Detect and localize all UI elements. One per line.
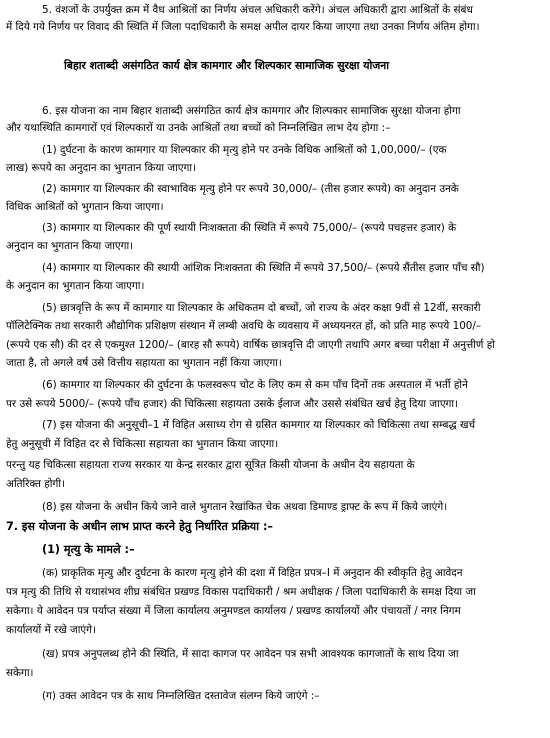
- text-line: पत्र मृत्यु की तिथि से यथासंभव शीघ्र संबंधित प्रखण्ड विकास पदाधिकारी / श्रम अधीक्षक / जिला पदाधिकारी के समक्ष दिया जा: [6, 586, 476, 598]
- text-line: लाख) रूपये का अनुदान का भुगतान किया जाएगा।: [6, 162, 196, 174]
- text-line: (6) कामगार या शिल्पकार की दुर्घटना के फलस्वरूप चोट के लिए कम से कम पाँच दिनों तक अस्पताल में भर्ती होने: [42, 379, 468, 391]
- text-line: (रूपये एक सौ) की दर से एकमुश्त 1200/– (बारह सौ रूपये) वार्षिक छात्रवृत्ति दी जाएगी तथापि अगर बच्चा परीक्षा में अनुत्तीर्ण हो: [6, 339, 495, 351]
- text-line: सकेगा।: [6, 667, 34, 679]
- section-heading: 7. इस योजना के अधीन लाभ प्राप्त करने हेतु निर्धारित प्रक्रिया :–: [6, 520, 274, 533]
- text-line: और यथास्थिति कामगारों एवं शिल्पकारों या उनके आश्रितों तथा बच्चों को निम्नलिखित लाभ देय होगा :–: [6, 122, 391, 134]
- text-line: (क) प्राकृतिक मृत्यु और दुर्घटना के कारण मृत्यु होने की दशा में विहित प्रपत्र–I में अनुदान की स्वीकृति हेतु आवेदन: [42, 567, 463, 579]
- text-line: परन्तु यह चिकित्सा सहायता राज्य सरकार या केन्द्र सरकार द्वारा सूत्रित किसी योजना के अधीन देय सहायता के: [6, 459, 415, 471]
- text-line: (8) इस योजना के अधीन किये जाने वाले भुगतान रेखांकित चेक अथवा डिमाण्ड ड्राफ्ट के रूप में किये जाएंगे।: [42, 501, 448, 513]
- text-line: जाता है, तो अगले वर्ष उसे वित्तीय सहायता का भुगतान नहीं किया जाएगा।: [6, 357, 282, 369]
- text-line: अनुदान का भुगतान किया जाएगा।: [6, 240, 134, 252]
- text-line: (7) इस योजना की अनुसूची–1 में विहित असाध्य रोग से ग्रसित कामगार या शिल्पकार को चिकित्सा तथा सम्बद्ध खर्च: [42, 419, 476, 431]
- text-line: में दिये गये निर्णय पर विवाद की स्थिति में जिला पदाधिकारी के समक्ष अपील दायर किया जाएगा तथा उनका निर्णय अंतिम होगा।: [6, 21, 480, 33]
- text-line: विधिक आश्रितों को भुगतान किया जाएगा।: [6, 201, 164, 213]
- text-line: (5) छात्रवृत्ति के रूप में कामगार या शिल्पकार के अधिकतम दो बच्चों, जो राज्य के अंदर कक्षा 9वीं से 12वीं, सरकारी: [42, 302, 481, 314]
- text-line: (ख) प्रपत्र अनुपलब्ध होने की स्थिति, में सादा कागज पर आवेदन पत्र सभी आवश्यक कागजातों के साथ दिया जा: [42, 648, 459, 660]
- text-line: कार्यालयों में रखे जाएंगे।: [6, 624, 96, 636]
- text-line: पॉलिटेक्निक तथा सरकारी औद्योगिक प्रशिक्षण संस्थान में लम्बी अवधि के व्यवसाय में अध्ययनरत हों, को प्रति माह रूपये 100/–: [6, 320, 482, 332]
- text-line: हेतु अनुसूची में विहित दर से चिकित्सा सहायता का भुगतान किया जाएगा।: [6, 438, 279, 450]
- text-line: के अनुदान का भुगतान किया जाएगा।: [6, 280, 145, 292]
- text-line: (2) कामगार या शिल्पकार की स्वाभाविक मृत्यु होने पर रूपये 30,000/– (तीस हजार रूपये) का अनुदान उनके: [42, 183, 459, 195]
- text-line: (3) कामगार या शिल्पकार की पूर्ण स्थायी निःशक्तता की स्थिति में रूपये 75,000/– (रूपये पचहत्तर हजार) के: [42, 222, 457, 234]
- text-line: 6. इस योजना का नाम बिहार शताब्दी असंगठित कार्य क्षेत्र कामगार और शिल्पकार सामाजिक सुरक्षा योजना होगा: [42, 105, 461, 117]
- text-line: पर उसे रूपये 5000/– (रूपये पाँच हजार) की चिकित्सा सहायता उसके ईलाज और उससे संबंधित खर्च हेतु दिया जाएगा।: [6, 398, 459, 410]
- scheme-title: बिहार शताब्दी असंगठित कार्य क्षेत्र कामगार और शिल्पकार सामाजिक सुरक्षा योजना: [64, 59, 390, 72]
- text-line: अतिरिक्त होगी।: [6, 478, 65, 490]
- text-line: (4) कामगार या शिल्पकार की स्थायी आंशिक निःशक्तता की स्थिति में रूपये 37,500/– (रूपये सैंतीस हजार पाँच सौ): [42, 262, 485, 274]
- text-line: (1) दुर्घटना के कारण कामगार या शिल्पकार की मृत्यु होने पर उनके विधिक आश्रितों को 1,00,000/– (एक: [42, 144, 447, 156]
- text-line: सकेगा। ये आवेदन पत्र पर्याप्त संख्या में जिला कार्यालय अनुमण्डल कार्यालय / प्रखण्ड कार्यालयों और पंचायतों / नगर निगम: [6, 605, 461, 617]
- text-line: (ग) उक्त आवेदन पत्र के साथ निम्नलिखित दस्तावेज संलग्न किये जाएंगे :–: [42, 690, 320, 702]
- subsection-heading: (1) मृत्यु के मामले :–: [42, 543, 135, 556]
- text-line: 5. वंशजों के उपर्युक्त क्रम में वैध आश्रितों का निर्णय अंचल अधिकारी करेंगे। अंचल अधिकारी द्वारा आश्रितों के संबंध: [42, 4, 473, 16]
